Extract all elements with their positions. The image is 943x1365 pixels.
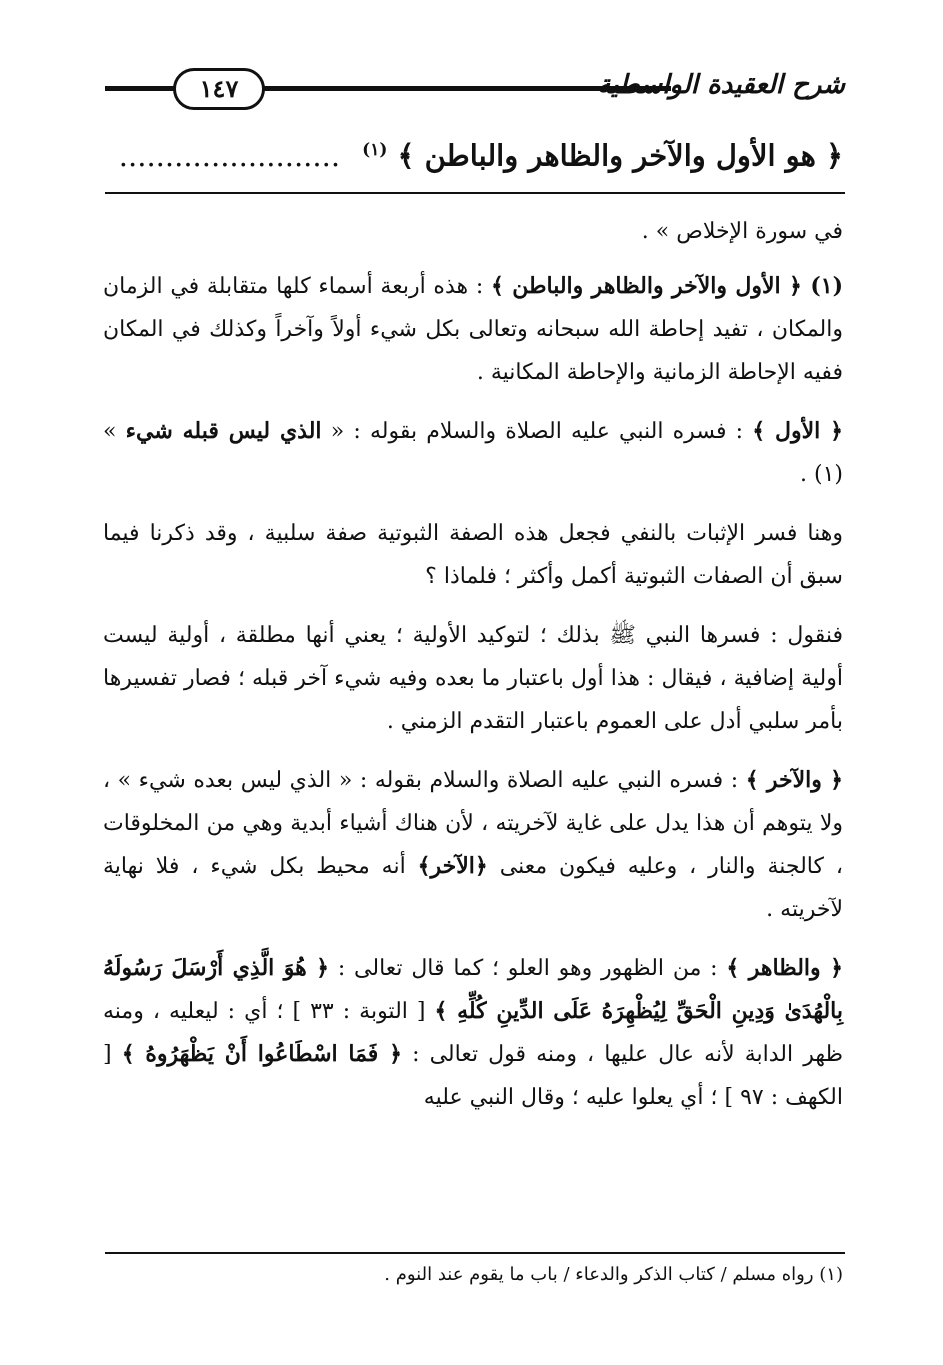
paragraph-5 <box>103 614 843 743</box>
body-text <box>103 210 843 1135</box>
paragraph-4 <box>103 512 843 598</box>
heading-rule <box>105 192 845 194</box>
paragraph-1 <box>103 210 843 253</box>
page-number: ١٤٧ <box>173 68 265 110</box>
paragraph-3-text: : فسره النبي عليه الصلاة والسلام بقوله : « <box>321 419 753 444</box>
paragraph-2 <box>103 265 843 394</box>
paragraph-6-lead2: ﴿الآخر﴾ <box>417 853 488 879</box>
running-header <box>105 66 845 110</box>
section-heading <box>103 128 843 178</box>
paragraph-4-text: وهنا فسر الإثبات بالنفي فجعل هذه الصفة الثبوتية صفة سلبية ، وقد ذكرنا فيما سبق أن الصفات الثبوتية أكمل وأكثر ؛ فلماذا ؟ <box>103 521 843 589</box>
section-heading-text: ﴿ هو الأول والآخر والظاهر والباطن ﴾ <box>397 138 843 173</box>
paragraph-7-tail2: [ الكهف : ٩٧ ] ؛ أي يعلوا عليه ؛ وقال النبي عليه <box>103 1042 843 1110</box>
paragraph-3-tail: » (١) . <box>103 419 843 487</box>
paragraph-3-quote: الذي ليس قبله شيء <box>125 418 322 444</box>
paragraph-6-text: : فسره النبي عليه الصلاة والسلام بقوله : « الذي ليس بعده شيء » ، ولا يتوهم أن هذا يدل على غاية لآخريته ، لأن هناك أشياء أبدية وهي من المخلوقات ، كالجنة والنار ، وعليه فيكون معنى <box>103 768 843 879</box>
paragraph-7-quote: ﴿ هُوَ الَّذِي أَرْسَلَ رَسُولَهُ بِالْهُدَىٰ وَدِينِ الْحَقِّ لِيُظْهِرَهُ عَلَى الدِّينِ كُلِّهِ ﴾ <box>103 955 844 1024</box>
footnote-rule <box>105 1252 845 1254</box>
paragraph-1-text: في سورة الإخلاص » . <box>641 219 843 244</box>
footnote: (١) رواه مسلم / كتاب الذكر والدعاء / باب ما يقوم عند النوم . <box>384 1264 843 1285</box>
paragraph-3 <box>103 410 843 496</box>
header-rule-left <box>105 86 180 91</box>
paragraph-7-quote2: ﴿ فَمَا اسْطَاعُوا أَنْ يَظْهَرُوهُ ﴾ <box>121 1041 402 1067</box>
paragraph-7 <box>103 947 843 1119</box>
paragraph-2-lead: (١) ﴿ الأول والآخر والظاهر والباطن ﴾ <box>490 273 844 299</box>
book-title: شرح العقيدة الواسطية <box>597 70 845 100</box>
paragraph-6-tail: أنه محيط بكل شيء ، فلا نهاية لآخريته . <box>103 854 843 922</box>
section-heading-dots: ........................ <box>118 138 341 173</box>
paragraph-2-text: : هذه أربعة أسماء كلها متقابلة في الزمان والمكان ، تفيد إحاطة الله سبحانه وتعالى بكل شيء أولاً وآخراً وكذلك في المكان ففيه الإحاطة الزمانية والإحاطة المكانية . <box>103 274 843 385</box>
paragraph-3-lead: ﴿ الأول ﴾ <box>752 418 844 444</box>
paragraph-5-text: فنقول : فسرها النبي ﷺ بذلك ؛ لتوكيد الأولية ؛ يعني أنها مطلقة ، أولية ليست أولية إضافية ، فيقال : هذا أول باعتبار ما بعده وفيه شيء آخر قبله ؛ فصار تفسيرها بأمر سلبي أدل على العموم باعتبار التقدم الزمني . <box>103 623 843 734</box>
paragraph-6-lead: ﴿ والآخر ﴾ <box>745 767 843 793</box>
section-heading-footnote-ref: (١) <box>362 140 388 160</box>
paragraph-6 <box>103 759 843 931</box>
paragraph-7-tail: [ التوبة : ٣٣ ] ؛ أي : ليعليه ، ومنه ظهر الدابة لأنه عال عليها ، ومنه قول تعالى : <box>103 999 843 1067</box>
paragraph-7-lead: ﴿ والظاهر ﴾ <box>726 955 844 981</box>
paragraph-7-text: : من الظهور وهو العلو ؛ كما قال تعالى : <box>329 956 727 981</box>
